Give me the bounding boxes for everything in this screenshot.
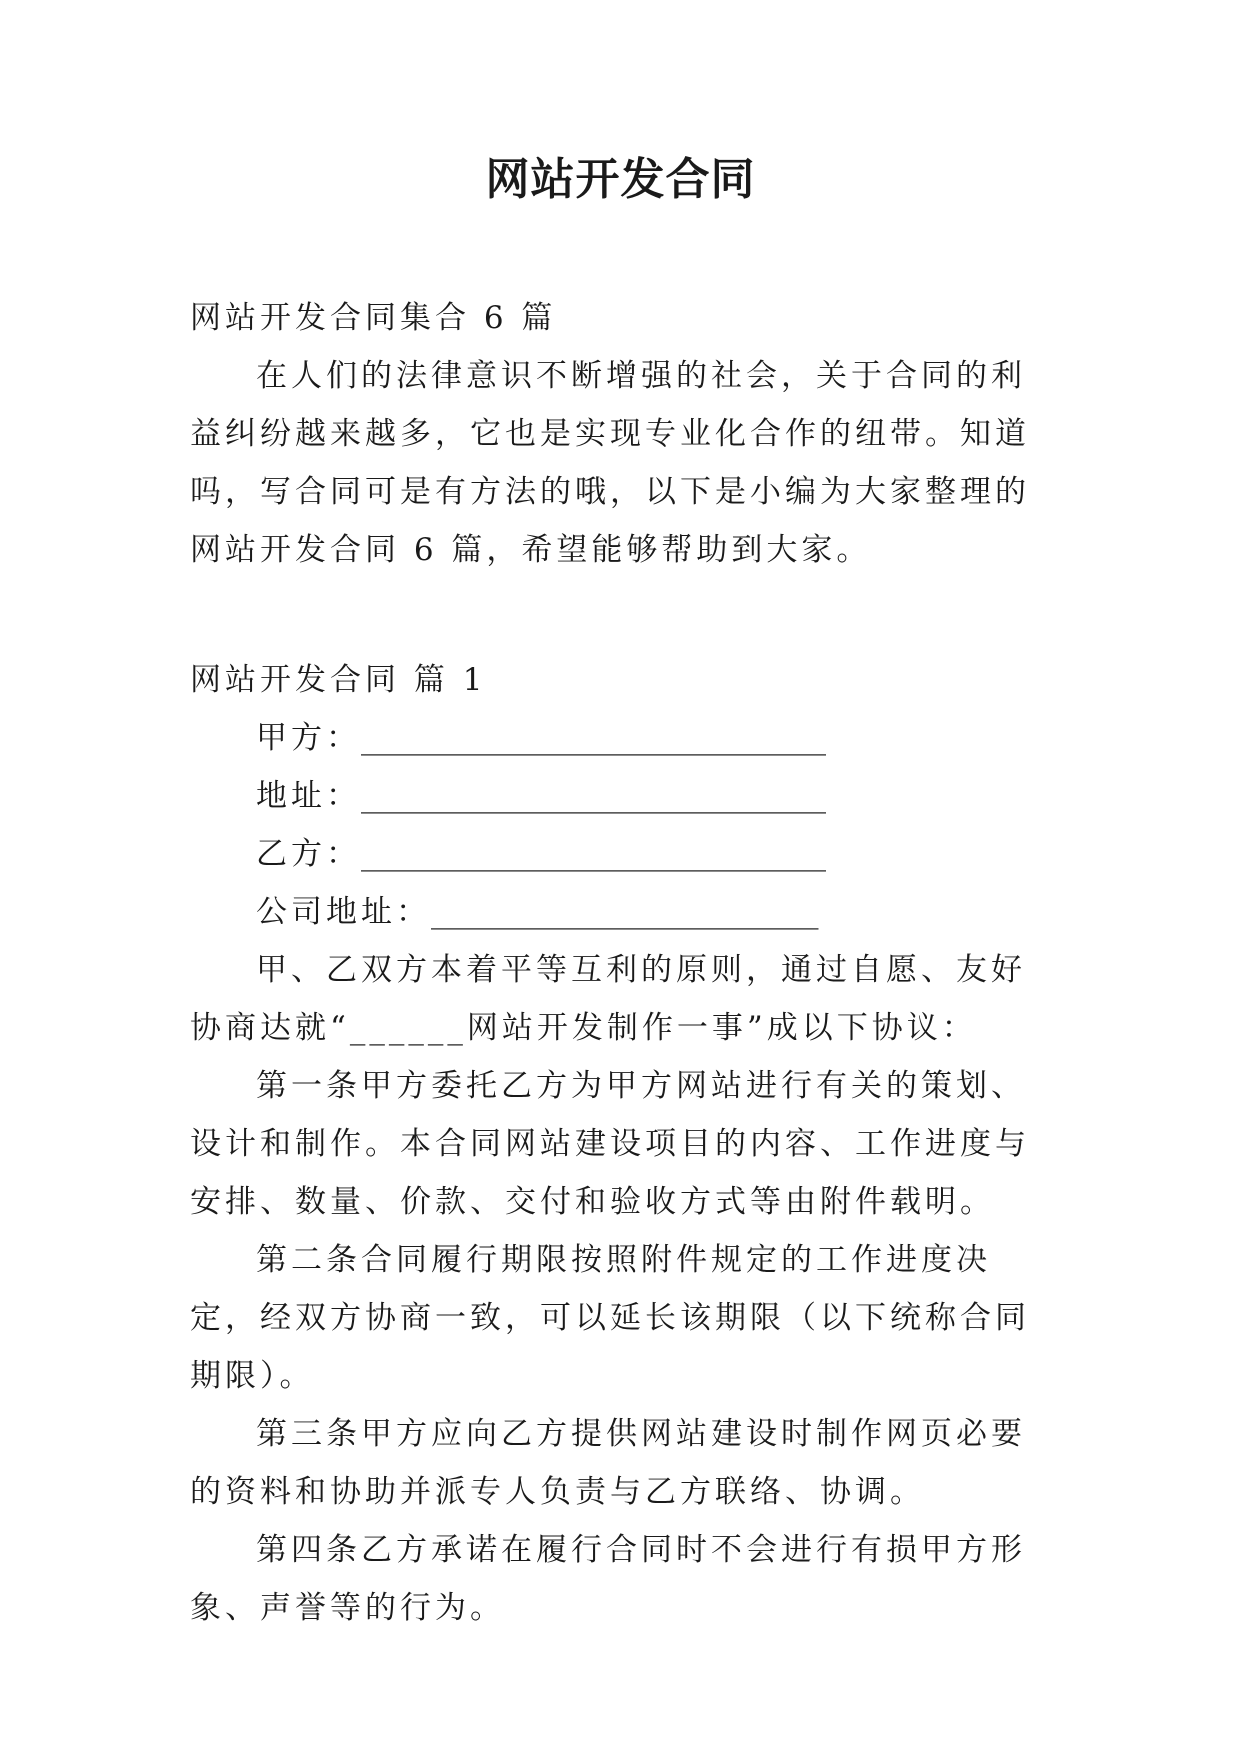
- article-3-paragraph: 第三条甲方应向乙方提供网站建设时制作网页必要的资料和协助并派专人负责与乙方联络、协调。: [190, 1416, 1026, 1510]
- party-a-label: 甲方：: [256, 720, 361, 756]
- company-address-field: [190, 883, 1060, 941]
- article-1-paragraph: 第一条甲方委托乙方为甲方网站进行有关的策划、设计和制作。本合同网站建设项目的内容、工作进度与安排、数量、价款、交付和验收方式等由附件载明。: [190, 1068, 1030, 1220]
- company-address-label: 公司地址：: [256, 894, 431, 930]
- party-a-blank: ______________________________: [361, 720, 826, 756]
- article-2-paragraph: 第二条合同履行期限按照附件规定的工作进度决定，经双方协商一致，可以延长该期限（以下统称合同期限）。: [190, 1242, 1030, 1394]
- party-b-label: 乙方：: [256, 836, 361, 872]
- address-field: [190, 767, 1060, 825]
- party-b-field: [190, 825, 1060, 883]
- address-label: 地址：: [256, 778, 361, 814]
- address-blank: ______________________________: [361, 778, 826, 814]
- article-4-paragraph: 第四条乙方承诺在履行合同时不会进行有损甲方形象、声誉等的行为。: [190, 1532, 1026, 1626]
- section-heading: 网站开发合同 篇 1: [190, 662, 487, 698]
- intro-paragraph: 在人们的法律意识不断增强的社会，关于合同的利益纠纷越来越多，它也是实现专业化合作的纽带。知道吗，写合同可是有方法的哦，以下是小编为大家整理的网站开发合同 6 篇，希望能够帮助到大家。: [190, 358, 1030, 568]
- section-spacer: [190, 579, 1060, 651]
- company-address-blank: _________________________: [431, 894, 819, 930]
- party-b-blank: ______________________________: [361, 836, 826, 872]
- document-title: 网站开发合同: [485, 154, 756, 205]
- agreement-paragraph: 甲、乙双方本着平等互利的原则，通过自愿、友好协商达就“______网站开发制作一事”成以下协议：: [190, 952, 1026, 1046]
- collection-heading: 网站开发合同集合 6 篇: [190, 300, 557, 336]
- document-body: [190, 289, 1060, 1637]
- party-a-field: [190, 709, 1060, 767]
